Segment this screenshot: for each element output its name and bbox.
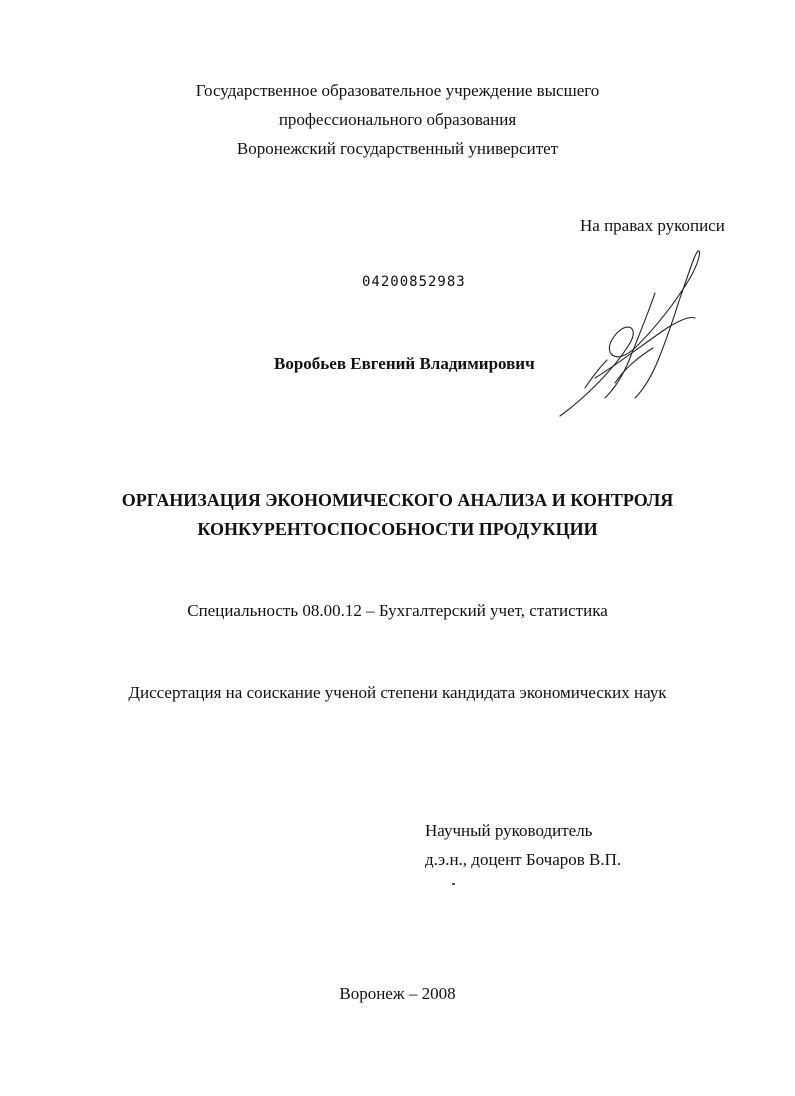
title-line-2: КОНКУРЕНТОСПОСОБНОСТИ ПРОДУКЦИИ bbox=[197, 519, 598, 539]
dissertation-type: Диссертация на соискание ученой степени кандидата экономических наук bbox=[128, 683, 667, 702]
supervisor-label: Научный руководитель bbox=[425, 821, 593, 840]
supervisor-name: д.э.н., доцент Бочаров В.П. bbox=[425, 850, 622, 869]
title-line-1: ОРГАНИЗАЦИЯ ЭКОНОМИЧЕСКОГО АНАЛИЗА И КОНТРОЛЯ bbox=[121, 490, 674, 510]
specialty: Специальность 08.00.12 – Бухгалтерский учет, статистика bbox=[187, 601, 608, 620]
manuscript-rights-note: На правах рукописи bbox=[580, 216, 725, 235]
institution-line-2: профессионального образования bbox=[278, 110, 517, 129]
dissertation-title bbox=[0, 486, 795, 544]
scan-speck bbox=[452, 883, 455, 885]
supervisor-block bbox=[425, 816, 621, 874]
city-year: Воронеж – 2008 bbox=[339, 984, 456, 1003]
institution-line-1: Государственное образовательное учреждение высшего bbox=[195, 81, 600, 100]
registry-code: 04200852983 bbox=[362, 274, 466, 290]
institution-block bbox=[0, 76, 795, 163]
institution-line-3: Воронежский государственный университет bbox=[236, 139, 559, 158]
author-name: Воробьев Евгений Владимирович bbox=[274, 354, 535, 373]
handwritten-signature bbox=[555, 248, 715, 423]
